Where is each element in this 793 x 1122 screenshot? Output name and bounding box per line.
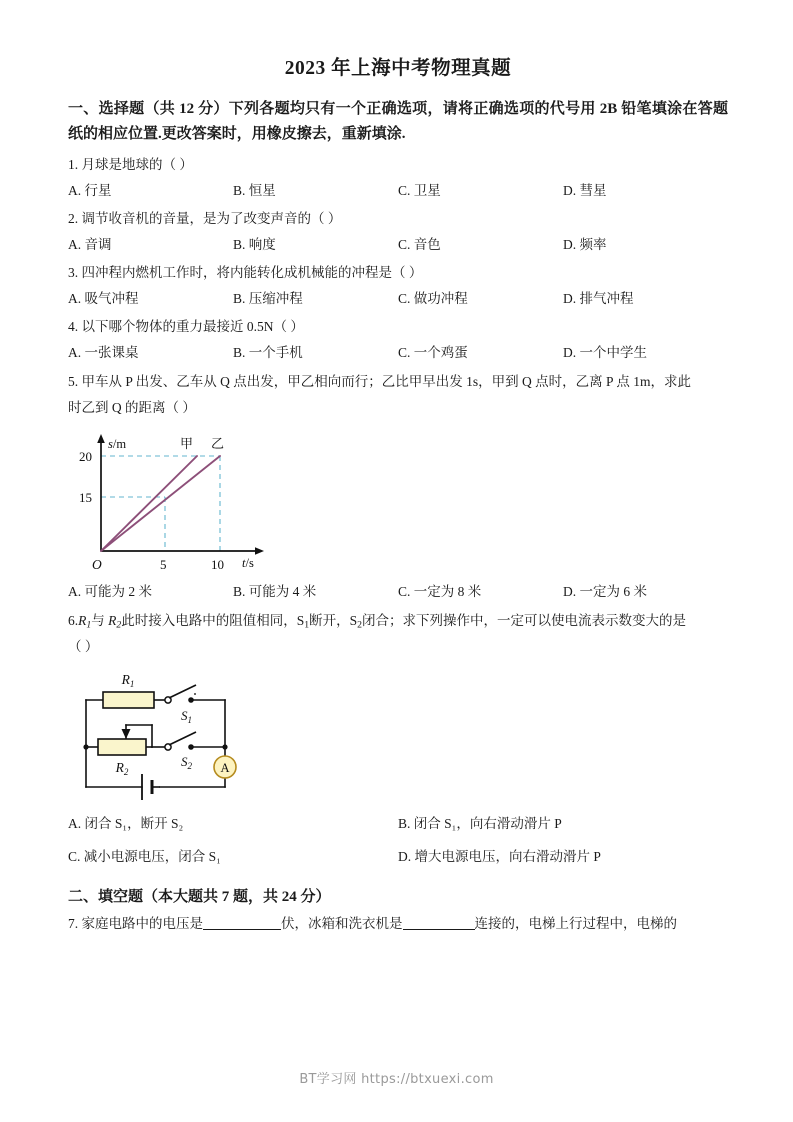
answer-blank-1[interactable] [203, 916, 281, 930]
option-b[interactable]: B. 压缩冲程 [233, 291, 303, 307]
option-b[interactable]: B. 一个手机 [233, 345, 303, 361]
question-5-stem-line1 [68, 372, 728, 393]
origin-label: O [92, 557, 102, 573]
question-4-text: 以下哪个物体的重力最接近 0.5N（ ） [81, 319, 304, 335]
x-tick-10: 10 [211, 557, 224, 573]
question-6-text-1: 与 [91, 612, 109, 628]
option-a[interactable]: A. 一张课桌 [68, 345, 139, 361]
option-d[interactable]: D. 一定为 6 米 [563, 584, 647, 600]
resistor-r1 [103, 692, 154, 708]
question-7-stem [68, 914, 728, 935]
option-b[interactable]: B. 恒星 [233, 182, 276, 198]
option-d[interactable]: D. 增大电源电压，向右滑动滑片 P [398, 849, 601, 865]
section-heading-fill-blank: 二、填空题（本大题共 7 题，共 24 分） [68, 888, 331, 905]
page-title: 2023 年上海中考物理真题 [284, 58, 512, 79]
option-a[interactable]: A. 行星 [68, 182, 112, 198]
option-a[interactable]: A. 可能为 2 米 [68, 584, 152, 600]
question-4-stem [68, 317, 728, 338]
battery [142, 774, 152, 800]
question-6-stem-line1 [68, 611, 728, 632]
option-a[interactable]: A. 音调 [68, 237, 112, 253]
x-axis-label: t/s [242, 556, 254, 571]
question-1-text: 月球是地球的（ ） [81, 156, 193, 172]
watermark: BT学习网 https://btxuexi.com [299, 1072, 494, 1087]
option-c[interactable]: C. 一个鸡蛋 [398, 345, 468, 361]
line-jia [101, 456, 197, 551]
resistor-r2-rheostat [98, 739, 146, 755]
q6-r1-symbol: $R_1$ [78, 612, 92, 631]
question-5-stem-line2: 时乙到 Q 的距离（ ） [68, 399, 196, 415]
question-5-options [68, 582, 728, 602]
question-3-number: 3. [68, 265, 79, 281]
question-1-options [68, 181, 728, 201]
s-t-graph-svg [68, 422, 318, 580]
curve-label-yi: 乙 [211, 437, 225, 453]
question-1-stem [68, 155, 728, 176]
y-tick-15: 15 [79, 490, 92, 506]
question-3-stem [68, 263, 728, 284]
question-4-number: 4. [68, 319, 79, 335]
question-6-options-row2 [68, 847, 728, 867]
options-spacer [68, 840, 728, 847]
x-tick-5: 5 [160, 557, 167, 573]
rheostat-wiper-arrow [122, 729, 131, 739]
option-b[interactable]: B. 响度 [233, 237, 276, 253]
node-left [83, 745, 88, 750]
option-c[interactable]: C. 一定为 8 米 [398, 584, 482, 600]
graph-data-lines [101, 456, 220, 551]
option-c[interactable]: C. 做功冲程 [398, 291, 468, 307]
node-right [222, 745, 227, 750]
label-r1: $R_1$ [121, 672, 135, 690]
switch-s1-blade[interactable] [169, 685, 196, 698]
option-c[interactable]: C. 音色 [398, 237, 441, 253]
question-6-text-2: 此时接入电路中的阻值相同，$S_1$断开，$S_2$闭合；求下列操作中，一定可以使电流表示数变大的是 [121, 612, 686, 631]
question-7-number: 7. [68, 915, 79, 931]
section-spacer [68, 874, 728, 885]
option-a[interactable]: A. 吸气冲程 [68, 291, 139, 307]
question-2-options [68, 235, 728, 255]
ammeter-label: A [220, 761, 230, 776]
answer-blank-2[interactable] [403, 916, 475, 930]
label-s2: $S_2$ [181, 754, 192, 772]
option-d[interactable]: D. 彗星 [563, 182, 607, 198]
question-5-number: 5. [68, 373, 79, 389]
q6-r2-symbol: $R_2$ [108, 612, 122, 631]
section-heading-choice: 一、选择题（共 12 分）下列各题均只有一个正确选项，请将正确选项的代号用 2B 铅笔填涂在答题纸的相应位置.更改答案时，用橡皮擦去，重新填涂. [68, 101, 728, 142]
switch-s2-blade[interactable] [169, 732, 196, 745]
y-tick-20: 20 [79, 449, 92, 465]
question-4-options [68, 343, 728, 363]
question-1-number: 1. [68, 156, 79, 172]
question-7-text-1: 家庭电路中的电压是 [81, 915, 203, 931]
question-2-number: 2. [68, 211, 79, 227]
switch-s1-right-contact [189, 698, 193, 702]
figure-s-t-graph [68, 422, 728, 580]
question-7-text-3: 连接的，电梯上行过程中，电梯的 [474, 915, 677, 931]
question-6-options-row1 [68, 814, 728, 834]
line-yi [101, 456, 220, 551]
question-3-text: 四冲程内燃机工作时，将内能转化成机械能的冲程是（ ） [81, 265, 423, 281]
graph-axes [101, 440, 258, 551]
question-5-text-1: 甲车从 P 出发、乙车从 Q 点出发，甲乙相向而行；乙比甲早出发 1s，甲到 Q 点时，乙离 P 点 1m，求此 [81, 373, 692, 389]
option-c[interactable]: C. 减小电源电压，闭合 S₁ [68, 849, 221, 865]
question-2-stem [68, 209, 728, 230]
figure-circuit-diagram [68, 662, 728, 812]
question-7-text-2: 伏，冰箱和洗衣机是 [281, 915, 403, 931]
curve-label-jia: 甲 [180, 437, 194, 453]
option-d[interactable]: D. 频率 [563, 237, 607, 253]
question-6-number: 6. [68, 612, 79, 628]
label-s1: $S_1$ [181, 708, 192, 726]
option-b[interactable]: B. 可能为 4 米 [233, 584, 317, 600]
question-3-options [68, 289, 728, 309]
option-a[interactable]: A. 闭合 S₁，断开 S₂ [68, 816, 184, 832]
option-d[interactable]: D. 排气冲程 [563, 291, 634, 307]
option-d[interactable]: D. 一个中学生 [563, 345, 647, 361]
option-b[interactable]: B. 闭合 S₁，向右滑动滑片 P [398, 816, 562, 832]
x-axis-arrow [255, 548, 264, 556]
label-r2: $R_2$ [115, 760, 129, 778]
switch-s2-right-contact [189, 745, 193, 749]
option-c[interactable]: C. 卫星 [398, 182, 441, 198]
document-content [68, 56, 728, 940]
question-6-stem-line2: （ ） [68, 639, 99, 655]
question-2-text: 调节收音机的音量，是为了改变声音的（ ） [81, 211, 342, 227]
y-axis-arrow [97, 434, 105, 443]
circuit-diagram-svg [68, 662, 298, 812]
y-axis-label: s/m [108, 437, 127, 452]
